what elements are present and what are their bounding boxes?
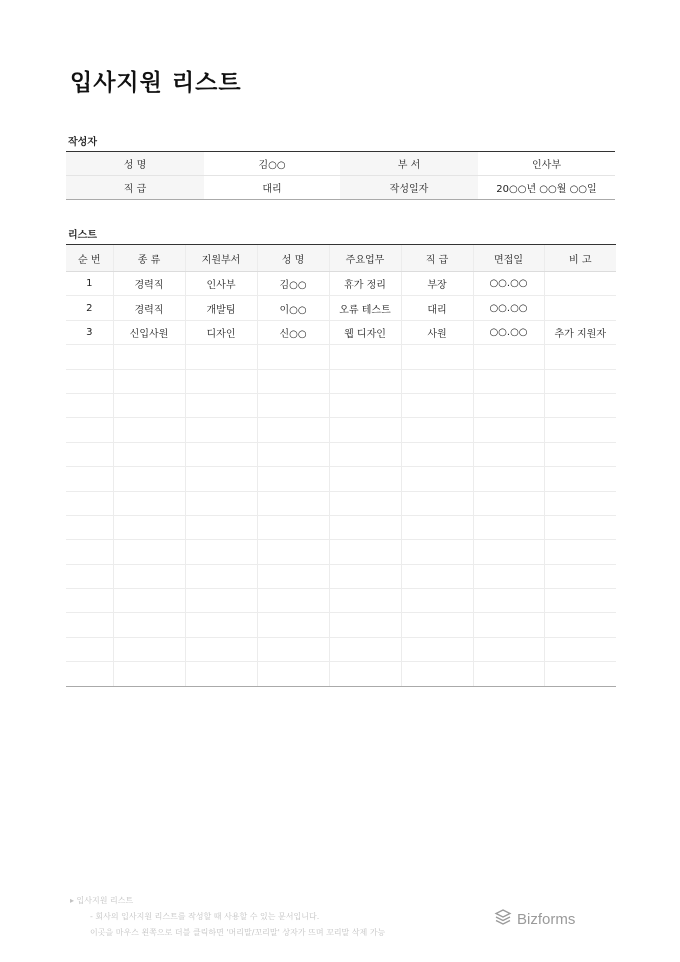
cell-type [113, 491, 185, 515]
empty-table-row [66, 418, 616, 442]
cell-rank [401, 393, 473, 417]
cell-note: 추가 지원자 [544, 320, 616, 344]
cell-rank [401, 491, 473, 515]
cell-duty: 오류 테스트 [329, 296, 401, 320]
col-header-interview: 면접일 [473, 245, 544, 272]
cell-name [257, 564, 329, 588]
empty-table-row [66, 515, 616, 539]
empty-table-row [66, 613, 616, 637]
cell-note [544, 491, 616, 515]
footer-line-3: 이곳을 마우스 왼쪽으로 더블 클릭하면 '머리말/꼬리말' 상자가 뜨며 꼬리말 삭제 가능 [90, 928, 386, 937]
cell-rank: 대리 [401, 296, 473, 320]
date-label: 작성일자 [340, 176, 478, 200]
cell-name [257, 418, 329, 442]
cell-no [66, 613, 113, 637]
cell-type [113, 662, 185, 686]
cell-interview [473, 637, 544, 661]
rank-label: 직 급 [66, 176, 204, 200]
cell-duty [329, 637, 401, 661]
date-value: 20○○년 ○○월 ○○일 [478, 176, 615, 200]
author-section-label: 작성자 [68, 137, 97, 148]
author-row [66, 176, 615, 200]
cell-note [544, 296, 616, 320]
cell-name [257, 540, 329, 564]
cell-rank [401, 515, 473, 539]
cell-duty [329, 491, 401, 515]
cell-interview [473, 491, 544, 515]
empty-table-row [66, 589, 616, 613]
cell-dept [185, 491, 257, 515]
cell-type [113, 613, 185, 637]
cell-interview [473, 589, 544, 613]
cell-rank: 부장 [401, 272, 473, 296]
cell-dept [185, 564, 257, 588]
cell-type [113, 540, 185, 564]
cell-duty [329, 442, 401, 466]
cell-duty [329, 589, 401, 613]
list-body [66, 272, 616, 687]
cell-no [66, 637, 113, 661]
cell-type [113, 393, 185, 417]
cell-name [257, 491, 329, 515]
cell-name: 김○○ [257, 272, 329, 296]
col-header-rank: 직 급 [401, 245, 473, 272]
cell-note [544, 515, 616, 539]
cell-name: 이○○ [257, 296, 329, 320]
cell-no [66, 393, 113, 417]
department-value: 인사부 [478, 152, 615, 176]
cell-dept [185, 515, 257, 539]
empty-table-row [66, 345, 616, 369]
cell-duty [329, 515, 401, 539]
cell-no [66, 467, 113, 491]
cell-interview: ○○.○○ [473, 296, 544, 320]
cell-name [257, 589, 329, 613]
cell-name [257, 637, 329, 661]
cell-no [66, 418, 113, 442]
department-label: 부 서 [340, 152, 478, 176]
cell-type: 신입사원 [113, 320, 185, 344]
layers-icon [494, 908, 512, 930]
cell-no: 1 [66, 272, 113, 296]
cell-type [113, 515, 185, 539]
author-table [66, 151, 615, 200]
cell-interview [473, 467, 544, 491]
cell-rank [401, 662, 473, 686]
cell-name [257, 369, 329, 393]
brand-logo [494, 908, 575, 930]
cell-no: 3 [66, 320, 113, 344]
cell-note [544, 393, 616, 417]
empty-table-row [66, 393, 616, 417]
empty-table-row [66, 662, 616, 686]
empty-table-row [66, 369, 616, 393]
cell-type [113, 442, 185, 466]
cell-dept: 개발팀 [185, 296, 257, 320]
cell-note [544, 442, 616, 466]
cell-interview [473, 564, 544, 588]
page-title: 입사지원 리스트 [70, 70, 242, 96]
cell-note [544, 418, 616, 442]
cell-interview [473, 613, 544, 637]
col-header-duty: 주요업무 [329, 245, 401, 272]
cell-interview [473, 345, 544, 369]
col-header-no: 순 번 [66, 245, 113, 272]
cell-type [113, 589, 185, 613]
cell-dept [185, 589, 257, 613]
cell-type [113, 418, 185, 442]
footer-line-1: ▸ 입사지원 리스트 [70, 896, 134, 905]
cell-rank [401, 418, 473, 442]
cell-dept [185, 637, 257, 661]
cell-note [544, 540, 616, 564]
cell-note [544, 467, 616, 491]
cell-dept: 디자인 [185, 320, 257, 344]
empty-table-row [66, 442, 616, 466]
cell-duty: 휴가 정리 [329, 272, 401, 296]
cell-note [544, 345, 616, 369]
cell-duty: 웹 디자인 [329, 320, 401, 344]
cell-name [257, 467, 329, 491]
cell-dept [185, 345, 257, 369]
cell-no [66, 345, 113, 369]
cell-rank [401, 589, 473, 613]
empty-table-row [66, 491, 616, 515]
author-row [66, 152, 615, 176]
cell-interview [473, 442, 544, 466]
cell-no [66, 662, 113, 686]
cell-interview [473, 515, 544, 539]
cell-note [544, 369, 616, 393]
empty-table-row [66, 540, 616, 564]
cell-duty [329, 662, 401, 686]
name-value: 김○○ [204, 152, 340, 176]
rank-value: 대리 [204, 176, 340, 200]
cell-type [113, 467, 185, 491]
table-row [66, 296, 616, 320]
cell-name [257, 515, 329, 539]
cell-rank [401, 613, 473, 637]
cell-name: 신○○ [257, 320, 329, 344]
cell-rank: 사원 [401, 320, 473, 344]
cell-rank [401, 467, 473, 491]
cell-duty [329, 613, 401, 637]
col-header-note: 비 고 [544, 245, 616, 272]
cell-note [544, 272, 616, 296]
cell-type: 경력직 [113, 296, 185, 320]
cell-no [66, 540, 113, 564]
cell-note [544, 662, 616, 686]
cell-name [257, 345, 329, 369]
cell-type: 경력직 [113, 272, 185, 296]
cell-duty [329, 564, 401, 588]
footer-note [70, 893, 385, 941]
cell-note [544, 564, 616, 588]
cell-duty [329, 345, 401, 369]
cell-interview: ○○.○○ [473, 272, 544, 296]
cell-interview [473, 369, 544, 393]
cell-no [66, 515, 113, 539]
cell-rank [401, 564, 473, 588]
table-row [66, 320, 616, 344]
cell-dept [185, 418, 257, 442]
cell-type [113, 637, 185, 661]
cell-dept: 인사부 [185, 272, 257, 296]
empty-table-row [66, 564, 616, 588]
cell-duty [329, 467, 401, 491]
cell-dept [185, 369, 257, 393]
cell-duty [329, 393, 401, 417]
cell-no [66, 564, 113, 588]
cell-name [257, 613, 329, 637]
empty-table-row [66, 637, 616, 661]
footer-line-2: - 회사의 입사지원 리스트를 작성할 때 사용할 수 있는 문서입니다. [90, 912, 320, 921]
col-header-type: 종 류 [113, 245, 185, 272]
cell-rank [401, 540, 473, 564]
cell-rank [401, 637, 473, 661]
cell-note [544, 613, 616, 637]
cell-dept [185, 442, 257, 466]
cell-duty [329, 369, 401, 393]
cell-type [113, 345, 185, 369]
cell-dept [185, 540, 257, 564]
col-header-name: 성 명 [257, 245, 329, 272]
cell-no: 2 [66, 296, 113, 320]
cell-dept [185, 467, 257, 491]
applicant-list-table [66, 244, 616, 687]
cell-duty [329, 540, 401, 564]
cell-interview [473, 393, 544, 417]
empty-table-row [66, 467, 616, 491]
cell-interview [473, 418, 544, 442]
cell-note [544, 637, 616, 661]
cell-no [66, 589, 113, 613]
cell-dept [185, 662, 257, 686]
cell-note [544, 589, 616, 613]
cell-duty [329, 418, 401, 442]
cell-no [66, 442, 113, 466]
cell-name [257, 442, 329, 466]
cell-dept [185, 393, 257, 417]
cell-type [113, 564, 185, 588]
cell-interview [473, 662, 544, 686]
cell-rank [401, 442, 473, 466]
cell-rank [401, 345, 473, 369]
list-section-label: 리스트 [68, 230, 97, 241]
list-header-row [66, 245, 616, 272]
cell-no [66, 369, 113, 393]
cell-name [257, 662, 329, 686]
cell-interview: ○○.○○ [473, 320, 544, 344]
cell-no [66, 491, 113, 515]
cell-dept [185, 613, 257, 637]
brand-name: Bizforms [517, 910, 576, 928]
cell-interview [473, 540, 544, 564]
col-header-dept: 지원부서 [185, 245, 257, 272]
cell-type [113, 369, 185, 393]
cell-rank [401, 369, 473, 393]
table-row [66, 272, 616, 296]
name-label: 성 명 [66, 152, 204, 176]
cell-name [257, 393, 329, 417]
